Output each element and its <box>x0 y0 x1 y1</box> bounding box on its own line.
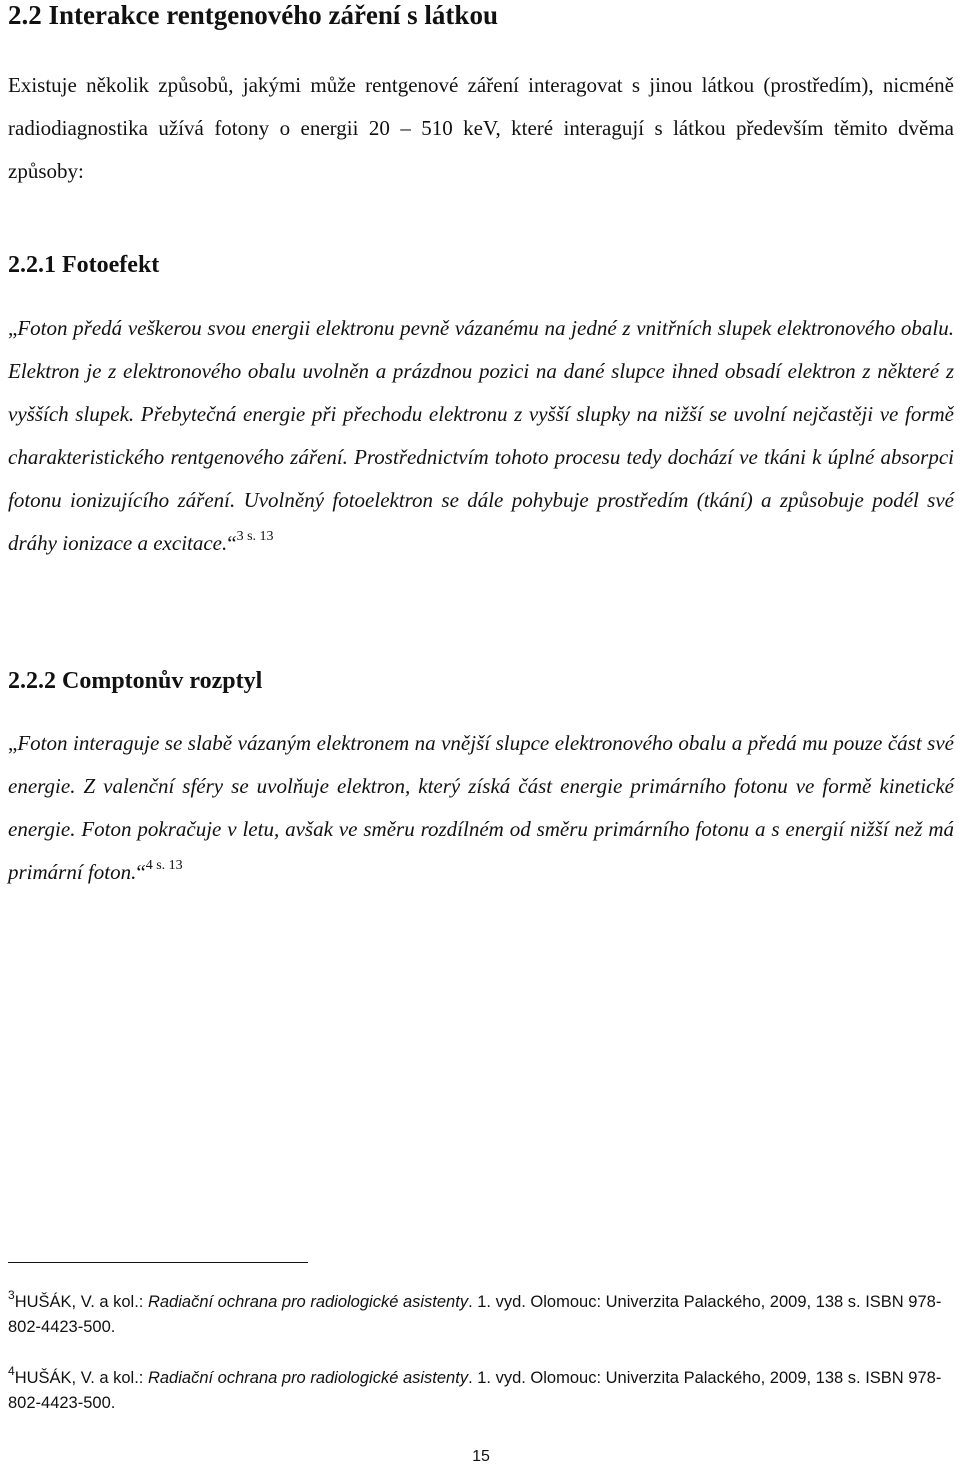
close-quote: “ <box>227 531 237 555</box>
footnote-author: HUŠÁK, V. a kol.: <box>14 1369 148 1387</box>
footnote-separator <box>8 1262 308 1263</box>
footnote-4 <box>8 1366 954 1416</box>
footnote-book-title: Radiační ochrana pro radiologické asistenty <box>147 1369 469 1387</box>
footnote-details: . 1. vyd. Olomouc: Univerzita Palackého, 2009, 138 s. ISBN 978-802-4423-500. <box>8 1369 942 1412</box>
intro-paragraph: Existuje několik způsobů, jakými může rentgenové záření interagovat s jinou látkou (prostředím), nicméně radiodiagnostika užívá fotony o energii 20 – 510 keV, které interagují s látkou především těmito dvěma způsoby: <box>8 73 954 183</box>
footnote-number: 3 <box>8 1288 15 1302</box>
compton-quote-paragraph <box>8 722 954 894</box>
fotoefekt-quote-text: Foton předá veškerou svou energii elektronu pevně vázanému na jedné z vnitřních slupek elektronového obalu. Elektron je z elektronového obalu uvolněn a prázdnou pozici na dané slupce ihned obsadí elektron z některé z vyšších slupek. Přebytečná energie při přechodu elektronu z vyšší slupky na nižší se uvolní nejčastěji ve formě charakteristického rentgenového záření. Prostřednictvím tohoto procesu tedy dochází ve tkáni k úplné absorpci fotonu ionizujícího záření. Uvolněný fotoelektron se dále pohybuje prostředím (tkání) a způsobuje podél své dráhy ionizace a excitace. <box>8 316 954 555</box>
footnote-ref-3[interactable]: 3 s. 13 <box>236 529 274 544</box>
open-quote: „ <box>8 316 18 340</box>
footnote-number: 4 <box>8 1364 15 1378</box>
section-title: 2.2 Interakce rentgenového záření s látkou <box>8 0 498 30</box>
subsection-title-compton: 2.2.2 Comptonův rozptyl <box>8 668 263 694</box>
compton-quote-text: Foton interaguje se slabě vázaným elektronem na vnější slupce elektronového obalu a předá mu pouze část své energie. Z valenční sféry se uvolňuje elektron, který získá část energie primárního fotonu ve formě kinetické energie. Foton pokračuje v letu, avšak ve směru rozdílném od směru primárního fotonu a s energií nižší než má primární foton. <box>8 731 954 884</box>
footnote-ref-4[interactable]: 4 s. 13 <box>145 858 183 873</box>
open-quote: „ <box>8 731 18 755</box>
footnote-details: . 1. vyd. Olomouc: Univerzita Palackého, 2009, 138 s. ISBN 978-802-4423-500. <box>8 1293 942 1336</box>
fotoefekt-quote-paragraph <box>8 307 954 565</box>
footnote-3 <box>8 1290 954 1340</box>
subsection-title-fotoefekt: 2.2.1 Fotoefekt <box>8 252 160 278</box>
footnote-author: HUŠÁK, V. a kol.: <box>14 1293 148 1311</box>
page-number: 15 <box>472 1448 490 1465</box>
close-quote: “ <box>136 860 146 884</box>
footnote-book-title: Radiační ochrana pro radiologické asistenty <box>147 1293 469 1311</box>
